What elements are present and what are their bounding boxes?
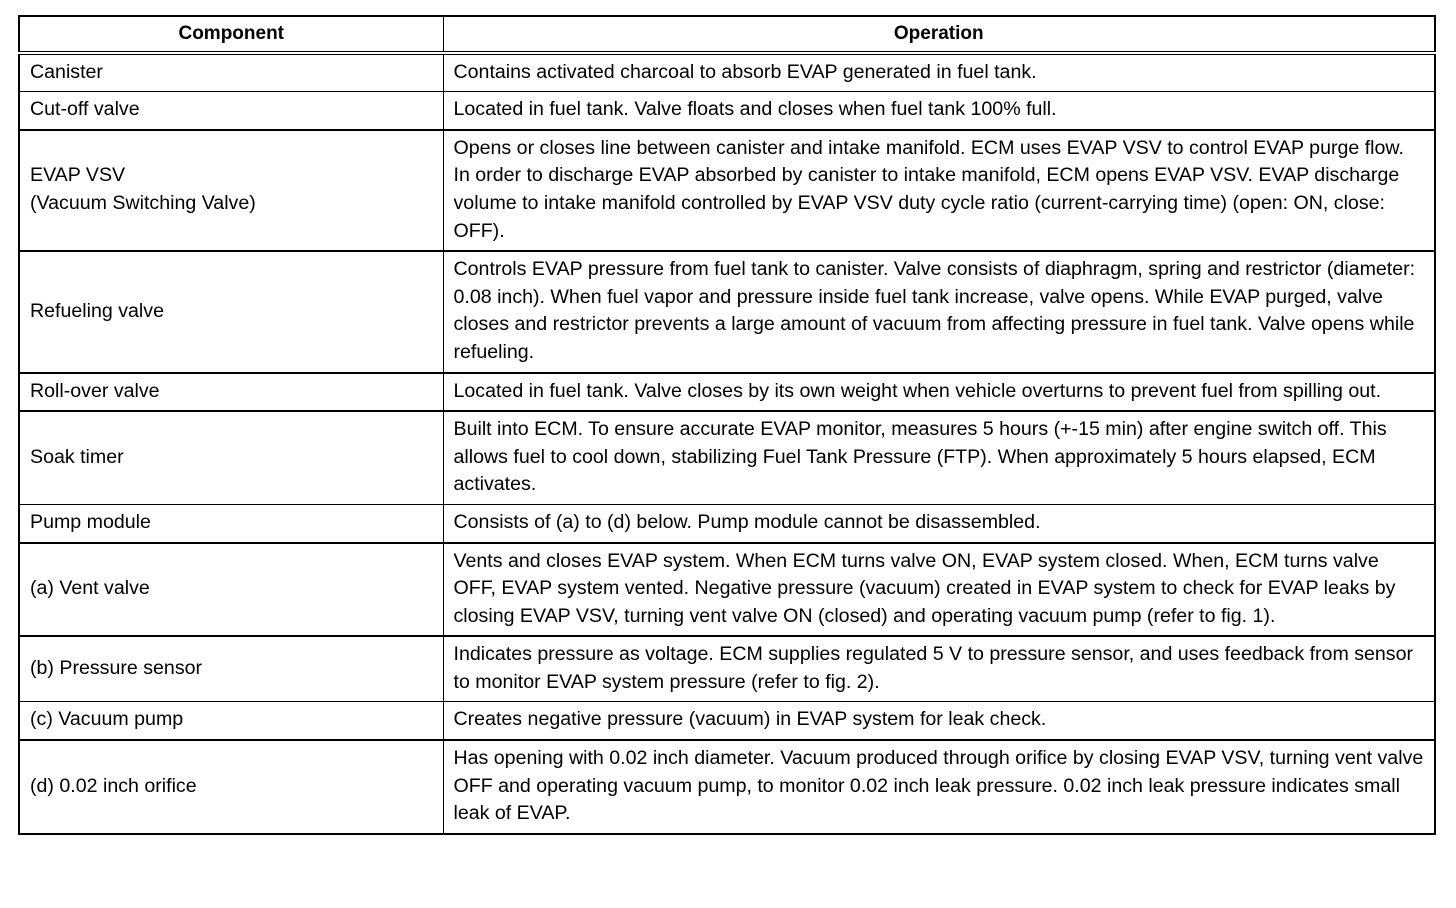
- component-name: (b) Pressure sensor: [30, 657, 203, 680]
- component-name: Refueling valve: [30, 299, 164, 322]
- table-row: [19, 411, 1435, 504]
- component-name: Canister: [30, 60, 103, 83]
- operation-cell: Indicates pressure as voltage. ECM supplies regulated 5 V to pressure sensor, and uses feedback from sensor to monitor EVAP system pressure (refer to fig. 2).: [443, 636, 1435, 702]
- operation-cell: Opens or closes line between canister and intake manifold. ECM uses EVAP VSV to control EVAP purge flow. In order to discharge EVAP absorbed by canister to intake manifold, ECM opens EVAP VSV. EVAP discharge volume to intake manifold controlled by EVAP VSV duty cycle ratio (current-carrying time) (open: ON, close: OFF).: [443, 130, 1435, 251]
- component-name: (d) 0.02 inch orifice: [30, 774, 197, 797]
- component-cell: [19, 53, 443, 92]
- operation-cell: Contains activated charcoal to absorb EVAP generated in fuel tank.: [443, 53, 1435, 92]
- component-name: EVAP VSV: [30, 164, 126, 187]
- component-name: Roll-over valve: [30, 379, 160, 402]
- table-row: [19, 504, 1435, 542]
- component-subtitle: (Vacuum Switching Valve): [30, 191, 256, 214]
- component-name: (c) Vacuum pump: [30, 708, 184, 731]
- table-row: [19, 130, 1435, 251]
- operation-cell: Located in fuel tank. Valve floats and closes when fuel tank 100% full.: [443, 92, 1435, 130]
- table-row: [19, 702, 1435, 740]
- operation-cell: Has opening with 0.02 inch diameter. Vacuum produced through orifice by closing EVAP VSV, turning vent valve OFF and operating vacuum pump, to monitor 0.02 inch leak pressure. 0.02 inch leak pressure indicates small leak of EVAP.: [443, 740, 1435, 834]
- operation-cell: Built into ECM. To ensure accurate EVAP monitor, measures 5 hours (+-15 min) after engine switch off. This allows fuel to cool down, stabilizing Fuel Tank Pressure (FTP). When approximately 5 hours elapsed, ECM activates.: [443, 411, 1435, 504]
- table-row: [19, 53, 1435, 92]
- component-cell: [19, 636, 443, 702]
- component-name: Cut-off valve: [30, 98, 140, 121]
- column-header-component: Component: [19, 16, 443, 53]
- component-cell: [19, 504, 443, 542]
- component-name: Soak timer: [30, 445, 124, 468]
- operation-cell: Vents and closes EVAP system. When ECM turns valve ON, EVAP system closed. When, ECM turns valve OFF, EVAP system vented. Negative pressure (vacuum) created in EVAP system to check for EVAP leaks by closing EVAP VSV, turning vent valve ON (closed) and operating vacuum pump (refer to fig. 1).: [443, 543, 1435, 637]
- component-cell: [19, 251, 443, 372]
- table-row: [19, 740, 1435, 834]
- table-row: [19, 373, 1435, 412]
- table-row: [19, 251, 1435, 372]
- component-operation-table: [18, 15, 1436, 835]
- column-header-operation: Operation: [443, 16, 1435, 53]
- component-name: Pump module: [30, 510, 151, 533]
- table-row: [19, 92, 1435, 130]
- header-row: [19, 16, 1435, 53]
- table-row: [19, 636, 1435, 702]
- operation-cell: Creates negative pressure (vacuum) in EVAP system for leak check.: [443, 702, 1435, 740]
- component-name: (a) Vent valve: [30, 577, 150, 600]
- component-cell: [19, 373, 443, 412]
- operation-cell: Controls EVAP pressure from fuel tank to canister. Valve consists of diaphragm, spring and restrictor (diameter: 0.08 inch). When fuel vapor and pressure inside fuel tank increase, valve opens. While EVAP purged, valve closes and restrictor prevents a large amount of vacuum from affecting pressure in fuel tank. Valve opens while refueling.: [443, 251, 1435, 372]
- component-cell: [19, 702, 443, 740]
- component-cell: [19, 130, 443, 251]
- table-row: [19, 543, 1435, 637]
- operation-cell: Consists of (a) to (d) below. Pump module cannot be disassembled.: [443, 504, 1435, 542]
- component-cell: [19, 740, 443, 834]
- component-cell: [19, 543, 443, 637]
- component-cell: [19, 92, 443, 130]
- component-cell: [19, 411, 443, 504]
- operation-cell: Located in fuel tank. Valve closes by its own weight when vehicle overturns to prevent fuel from spilling out.: [443, 373, 1435, 412]
